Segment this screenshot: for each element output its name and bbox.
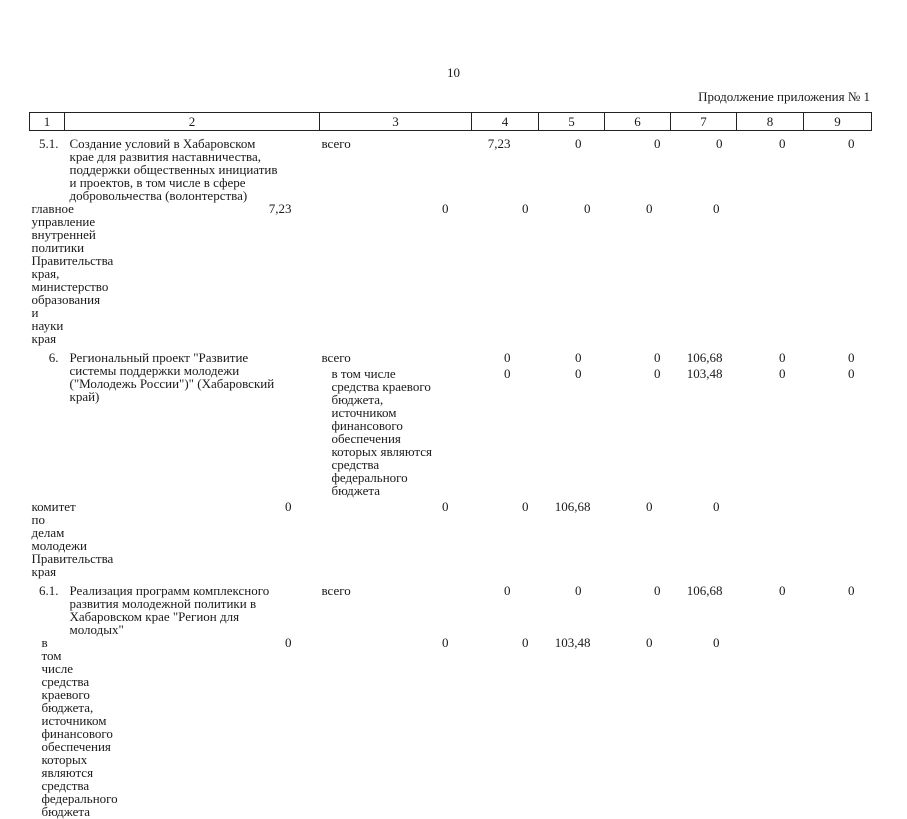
value-col-5: 0 (575, 366, 582, 381)
value-col-5: 0 (442, 201, 449, 216)
table-row (30, 584, 872, 633)
funding-source: в том числе средства краевого бюджета, источником финансового обеспечения которых являются средства федерального бюджета (41, 635, 118, 819)
value-col-9: 0 (713, 499, 720, 514)
value-col-9: 0 (848, 350, 855, 365)
value-col-9: 0 (848, 366, 855, 381)
activity-name: Региональный проект "Развитие системы поддержки молодежи ("Молодежь России")" (Хабаровский край) (69, 350, 275, 404)
value-col-4: 7,23 (268, 201, 292, 216)
value-col-7: 103,48 (686, 366, 723, 381)
table-row (30, 137, 872, 199)
value-col-7: 0 (584, 201, 591, 216)
header-cell-7: 7 (671, 113, 737, 131)
value-col-7: 106,68 (554, 499, 591, 514)
value-col-6: 0 (654, 583, 661, 598)
row-number: 6. (48, 350, 59, 365)
budget-table (29, 112, 872, 818)
value-col-9: 0 (713, 635, 720, 650)
value-col-4: 0 (504, 350, 511, 365)
table-row (30, 351, 872, 364)
funding-source: главное управление внутренней политики Правительства края, министерство образования и науки края (31, 201, 114, 346)
header-cell-9: 9 (804, 113, 872, 131)
value-col-8: 0 (646, 499, 653, 514)
funding-source: всего (321, 583, 351, 598)
header-row (30, 113, 872, 131)
page-number: 10 (447, 65, 460, 80)
funding-source: комитет по делам молодежи Правительства края (31, 499, 114, 579)
funding-source: всего (321, 350, 351, 365)
value-col-5: 0 (575, 583, 582, 598)
header-cell-8: 8 (737, 113, 804, 131)
value-col-5: 0 (442, 635, 449, 650)
value-col-7: 106,68 (686, 583, 723, 598)
value-col-5: 0 (442, 499, 449, 514)
row-number: 5.1. (39, 136, 59, 151)
value-col-4: 0 (285, 635, 292, 650)
value-col-7: 0 (716, 136, 723, 151)
value-col-4: 0 (504, 366, 511, 381)
header-cell-3: 3 (320, 113, 472, 131)
value-col-8: 0 (779, 366, 786, 381)
activity-name: Реализация программ комплексного развития молодежной политики в Хабаровском крае "Регион для молодых" (69, 583, 270, 637)
value-col-8: 0 (779, 136, 786, 151)
table-row (30, 500, 872, 578)
header-cell-5: 5 (539, 113, 605, 131)
value-col-6: 0 (654, 136, 661, 151)
funding-source: в том числе средства краевого бюджета, источником финансового обеспечения которых являются средства федерального бюджета (331, 366, 433, 498)
value-col-5: 0 (575, 350, 582, 365)
activity-name: Создание условий в Хабаровском крае для развития наставничества, поддержки общественных инициатив и проектов, в том числе в сфере добровольчества (волонтерства) (69, 136, 278, 203)
header-cell-2: 2 (65, 113, 320, 131)
value-col-9: 0 (848, 583, 855, 598)
value-col-8: 0 (779, 583, 786, 598)
table-row (30, 202, 872, 345)
appendix-continuation-note: Продолжение приложения № 1 (698, 89, 870, 104)
value-col-4: 0 (504, 583, 511, 598)
value-col-8: 0 (779, 350, 786, 365)
value-col-6: 0 (654, 366, 661, 381)
value-col-9: 0 (848, 136, 855, 151)
value-col-5: 0 (575, 136, 582, 151)
value-col-4: 7,23 (487, 136, 511, 151)
value-col-9: 0 (713, 201, 720, 216)
value-col-8: 0 (646, 635, 653, 650)
header-cell-4: 4 (472, 113, 539, 131)
value-col-8: 0 (646, 201, 653, 216)
table-row (30, 636, 872, 818)
value-col-7: 106,68 (686, 350, 723, 365)
value-col-6: 0 (522, 201, 529, 216)
header-cell-1: 1 (30, 113, 65, 131)
value-col-4: 0 (285, 499, 292, 514)
funding-source: всего (321, 136, 351, 151)
header-cell-6: 6 (605, 113, 671, 131)
value-col-7: 103,48 (554, 635, 591, 650)
value-col-6: 0 (522, 635, 529, 650)
row-number: 6.1. (39, 583, 59, 598)
value-col-6: 0 (654, 350, 661, 365)
value-col-6: 0 (522, 499, 529, 514)
